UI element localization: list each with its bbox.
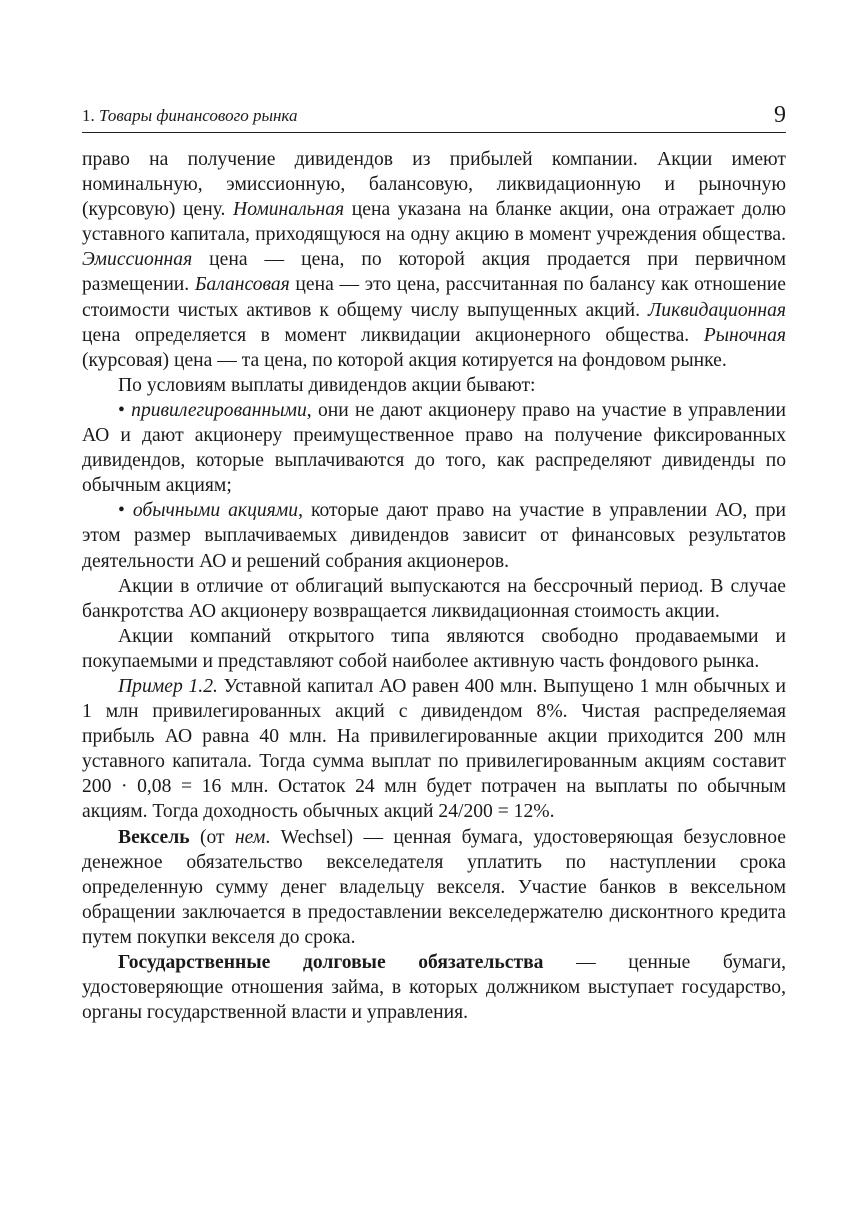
definition-paragraph <box>82 950 786 1025</box>
text-run: (от <box>189 826 235 848</box>
text-run: Уставной капитал АО равен 400 млн. Выпущено 1 млн обычных и 1 млн привилегированных акций с дивидендом 8%. Чистая распределяемая прибыль АО равна 40 млн. На привилегированные акции приходится 200 млн уставного капитала. Тогда сумма выплат по привилегированным акциям составит 200 · 0,08 = 16 млн. Остаток 24 млн будет потрачен на выплаты по обычным акциям. Тогда доходность обычных акций 24/200 = 12%. <box>82 675 787 823</box>
italic-term: нем <box>234 826 266 848</box>
body-text <box>82 147 786 1025</box>
text-run: право на получение дивидендов из прибылей компании. Акции имеют номинальную, эмиссионную, балансовую, ликвидационную и рыночную (курсовую) цену. <box>82 149 786 221</box>
italic-term: Рыночная <box>703 324 786 346</box>
chapter-title <box>82 106 297 126</box>
text-run: — ценные бумаги, удостоверяющие отношения займа, в которых должником выступает государство, органы государственной власти и управления. <box>82 952 786 1024</box>
chapter-number: 1. <box>82 106 95 125</box>
example-paragraph <box>82 674 786 825</box>
bullet-item <box>82 498 786 573</box>
text-run: , которые дают право на участие в управлении АО, при этом размер выплачиваемых дивидендов зависит от финансовых результатов деятельности АО и решений собрания акционеров. <box>82 500 786 572</box>
italic-term: Балансовая <box>194 274 290 296</box>
bullet-item <box>82 398 786 498</box>
paragraph <box>82 574 786 624</box>
bold-term: Государственные долговые обязательства <box>118 952 544 973</box>
text-run: цена — цена, по которой акция продается при первичном размещении. <box>82 249 786 296</box>
book-page <box>82 98 786 1025</box>
text-run: (курсовая) цена — та цена, по которой акция котируется на фондовом рынке. <box>82 349 727 371</box>
italic-term: Эмиссионная <box>82 249 193 271</box>
page-number: 9 <box>774 102 786 128</box>
text-run: цена — это цена, рассчитанная по балансу как отношение стоимости чистых активов к общему числу выпущенных акций. <box>82 274 786 321</box>
italic-term: привилегированными <box>131 399 307 421</box>
bold-term: Вексель <box>118 826 190 848</box>
chapter-title-text: Товары финансового рынка <box>99 106 298 125</box>
text-run: По условиям выплаты дивидендов акции бывают: <box>118 374 536 396</box>
italic-term: Пример 1.2. <box>118 675 218 697</box>
definition-paragraph <box>82 825 786 950</box>
text-run: Акции компаний открытого типа являются свободно продаваемыми и покупаемыми и представляют собой наиболее активную часть фондового рынка. <box>82 625 786 672</box>
text-run: , они не дают акционеру право на участие в управлении АО и дают акционеру преимущественное право на получение фиксированных дивидендов, которые выплачиваются до того, как распределяют дивиденды по обычным акциям; <box>82 399 786 497</box>
paragraph <box>82 147 786 373</box>
text-run: • <box>118 500 133 522</box>
text-run: цена указана на бланке акции, она отражает долю уставного капитала, приходящуюся на одну акцию в момент учреждения общества. <box>82 199 786 246</box>
paragraph <box>82 624 786 674</box>
italic-term: Номинальная <box>233 199 345 221</box>
text-run: цена определяется в момент ликвидации акционерного общества. <box>82 324 704 346</box>
running-header <box>82 98 786 133</box>
paragraph <box>82 373 786 398</box>
italic-term: Ликвидационная <box>648 299 786 321</box>
text-run: . Wechsel) — ценная бумага, удостоверяющая безусловное денежное обязательство векселедателя уплатить по наступлении срока определенную сумму денег владельцу векселя. Участие банков в вексельном обращении заключается в предоставлении векселедержателю дисконтного кредита путем покупки векселя до срока. <box>82 826 786 948</box>
text-run: Акции в отличие от облигаций выпускаются на бессрочный период. В случае банкротства АО акционеру возвращается ликвидационная стоимость акции. <box>82 575 786 622</box>
italic-term: обычными акциями <box>132 500 299 522</box>
text-run: • <box>118 399 132 421</box>
